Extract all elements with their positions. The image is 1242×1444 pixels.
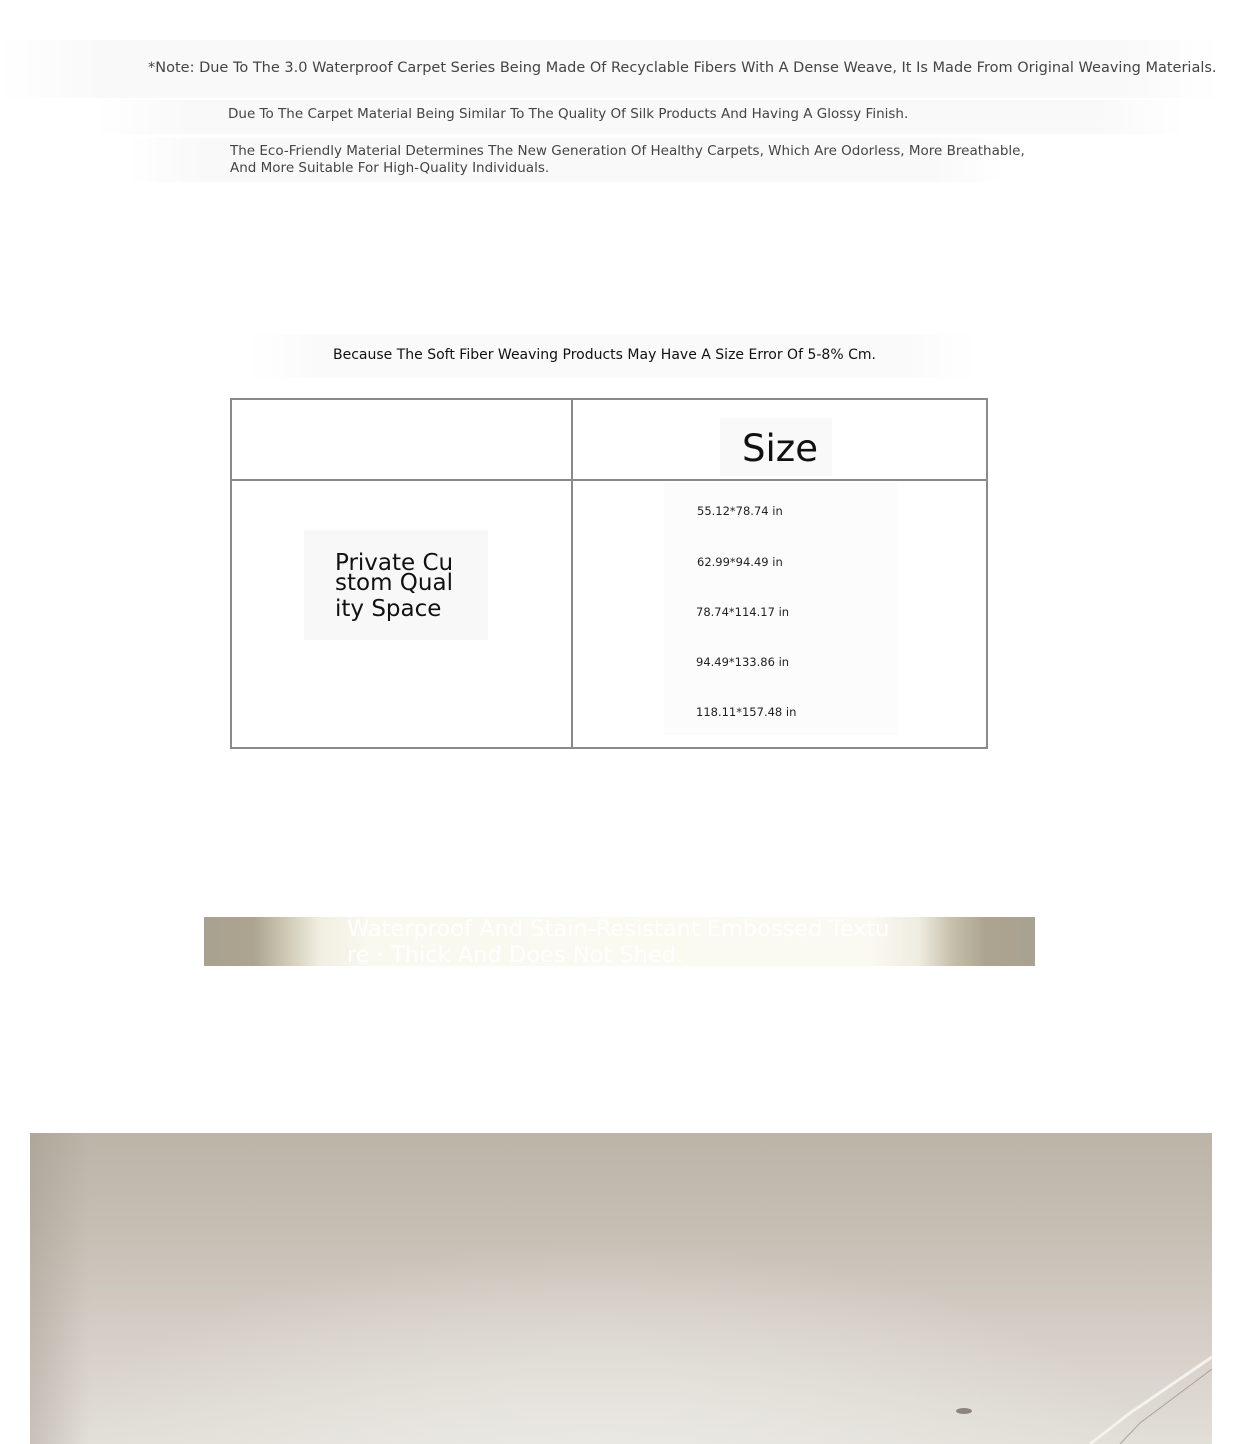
size-error-text: Because The Soft Fiber Weaving Products May Have A Size Error Of 5-8% Cm. — [333, 347, 876, 363]
note-1 — [0, 40, 1220, 98]
custom-label-line: Private Cu — [335, 550, 454, 576]
table-divider-horizontal — [232, 479, 986, 481]
size-error-note — [248, 334, 976, 378]
banner-line: re · Thick And Does Not Shed. — [347, 942, 684, 968]
size-option: 78.74*114.17 in — [696, 605, 790, 619]
note-2-text: Due To The Carpet Material Being Similar To The Quality Of Silk Products And Having A Glossy Finish. — [228, 106, 909, 122]
size-option: 94.49*133.86 in — [696, 655, 790, 669]
table-divider-vertical — [571, 400, 573, 747]
size-header: Size — [742, 427, 818, 470]
room-photo — [30, 1133, 1212, 1444]
size-table — [230, 398, 988, 749]
custom-label — [335, 552, 471, 621]
custom-label-line: ity Space — [335, 596, 442, 622]
banner-text — [347, 916, 890, 968]
note-1-text: *Note: Due To The 3.0 Waterproof Carpet Series Being Made Of Recyclable Fibers With A Dense Weave, It Is Made From Original Weaving Materials. — [148, 60, 1217, 76]
note-2 — [96, 100, 1186, 134]
note-3 — [128, 138, 1025, 182]
note-3-line-1: The Eco-Friendly Material Determines The New Generation Of Healthy Carpets, Which Are Odorless, More Breathable, — [230, 143, 1025, 159]
size-option: 118.11*157.48 in — [696, 705, 797, 719]
size-option: 55.12*78.74 in — [697, 504, 783, 518]
custom-label-line: stom Qual — [335, 570, 453, 596]
ceiling-molding-graphic — [30, 1133, 1212, 1444]
size-option: 62.99*94.49 in — [697, 555, 783, 569]
note-3-line-2: And More Suitable For High-Quality Individuals. — [230, 160, 550, 176]
ceiling-light-icon — [956, 1408, 972, 1414]
banner-line: Waterproof And Stain-Resistant Embossed Textu — [347, 916, 890, 942]
feature-banner — [204, 917, 1035, 966]
